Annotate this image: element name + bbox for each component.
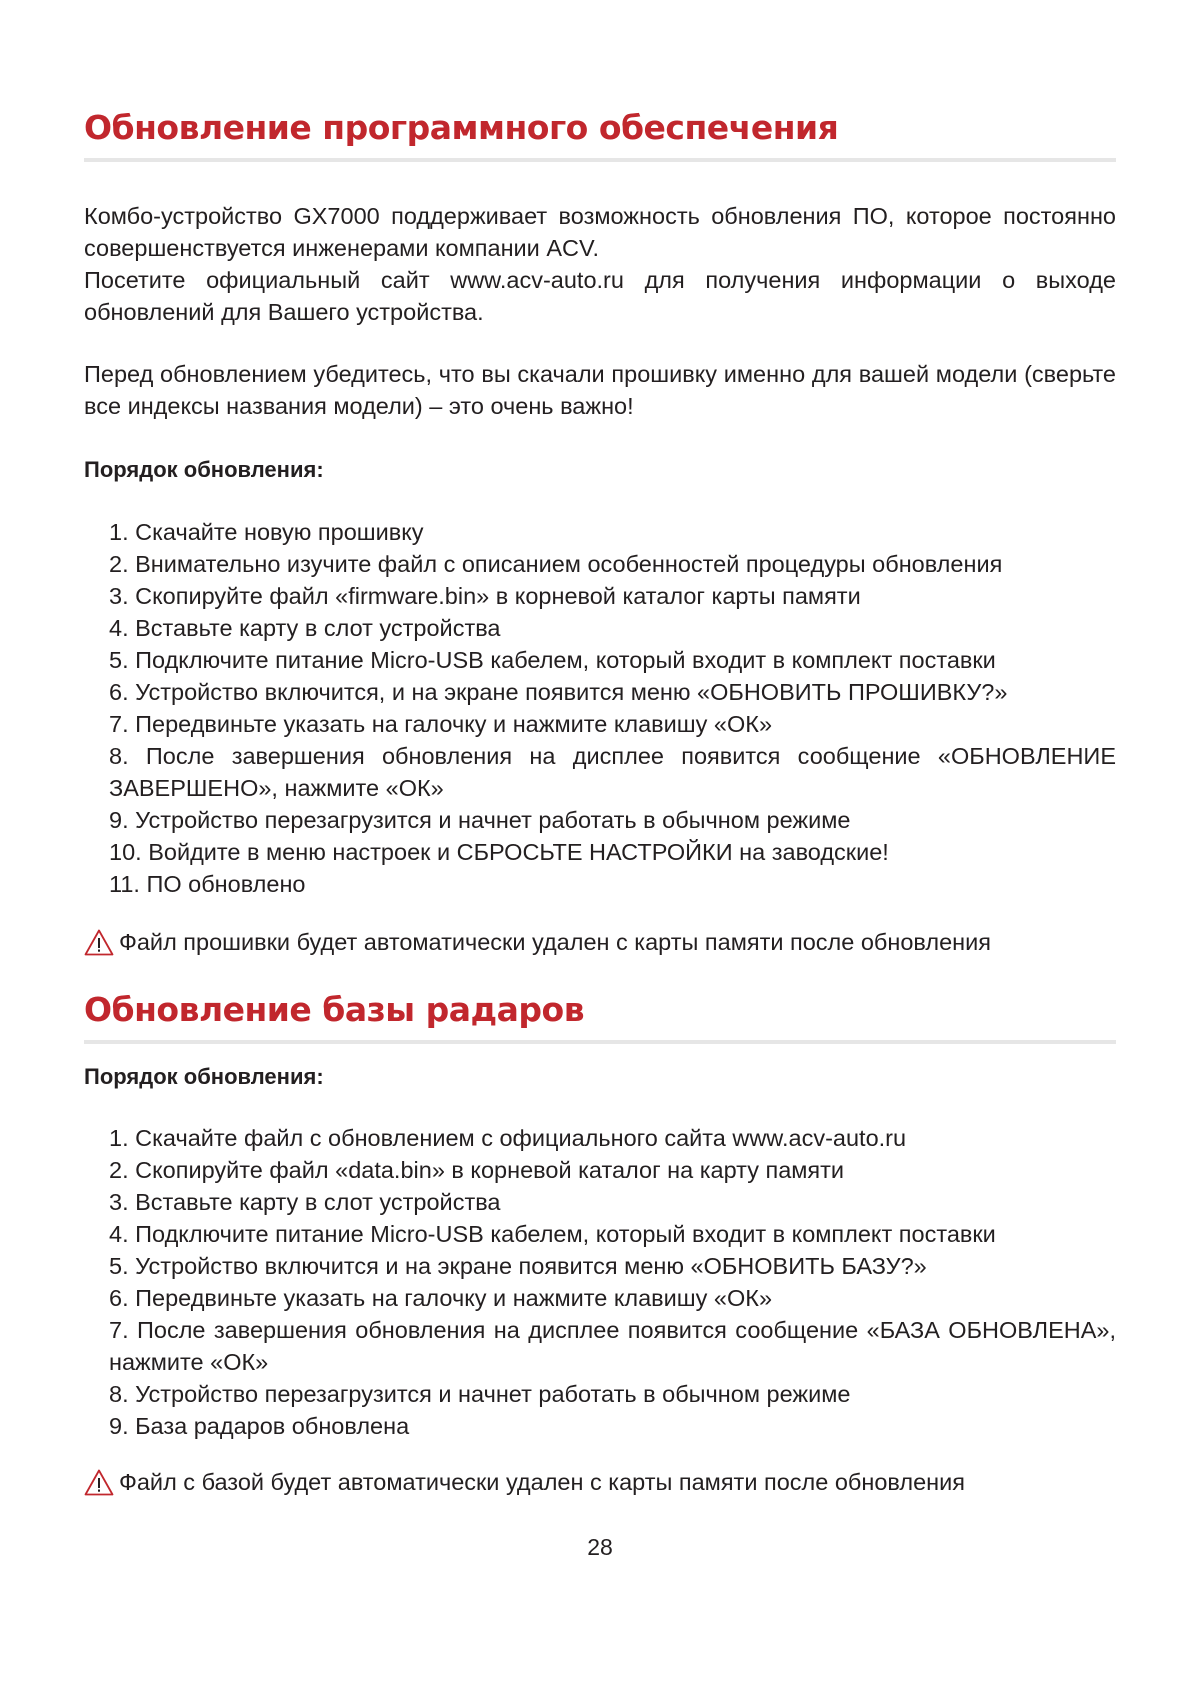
list-item: 6. Устройство включится, и на экране появится меню «ОБНОВИТЬ ПРОШИВКУ?» (109, 679, 1008, 705)
firmware-steps-list (109, 516, 1116, 900)
section-title-radar-update: Обновление базы радаров (84, 990, 585, 1029)
list-item: 4. Подключите питание Micro-USB кабелем, который входит в комплект поставки (109, 1221, 996, 1247)
warning-triangle-icon (84, 1469, 114, 1496)
list-item: 1. Скачайте новую прошивку (109, 519, 424, 545)
order-heading-radar: Порядок обновления: (84, 1064, 324, 1089)
list-item: 10. Войдите в меню настроек и СБРОСЬТЕ НАСТРОЙКИ на заводские! (109, 839, 889, 865)
radar-steps-list (109, 1122, 1116, 1442)
intro-paragraph-device: Комбо-устройство GX7000 поддерживает возможность обновления ПО, которое постоянно совершенствуется инженерами компании ACV. (84, 203, 1116, 261)
list-item: 8. После завершения обновления на дисплее появится сообщение «ОБНОВЛЕНИЕ ЗАВЕРШЕНО», нажмите «ОК» (109, 743, 1116, 801)
list-item: 2. Скопируйте файл «data.bin» в корневой каталог на карту памяти (109, 1157, 845, 1183)
list-item: 5. Подключите питание Micro-USB кабелем, который входит в комплект поставки (109, 647, 996, 673)
firmware-warning-note (84, 926, 991, 958)
list-item: 6. Передвиньте указать на галочку и нажмите клавишу «ОК» (109, 1285, 773, 1311)
radar-warning-note (84, 1466, 965, 1498)
title-underline (84, 158, 1116, 162)
order-heading-firmware: Порядок обновления: (84, 457, 324, 482)
list-item: 1. Скачайте файл с обновлением с официального сайта www.acv-auto.ru (109, 1125, 907, 1151)
warning-text: Файл с базой будет автоматически удален с карты памяти после обновления (119, 1469, 965, 1495)
list-item: 2. Внимательно изучите файл с описанием особенностей процедуры обновления (109, 551, 1003, 577)
list-item: 3. Вставьте карту в слот устройства (109, 1189, 501, 1215)
warning-text: Файл прошивки будет автоматически удален с карты памяти после обновления (119, 929, 991, 955)
title-underline (84, 1040, 1116, 1044)
page-number: 28 (587, 1534, 613, 1560)
list-item: 9. Устройство перезагрузится и начнет работать в обычном режиме (109, 807, 851, 833)
list-item: 5. Устройство включится и на экране появится меню «ОБНОВИТЬ БАЗУ?» (109, 1253, 927, 1279)
list-item: 3. Скопируйте файл «firmware.bin» в корневой каталог карты памяти (109, 583, 861, 609)
list-item: 9. База радаров обновлена (109, 1413, 410, 1439)
list-item: 8. Устройство перезагрузится и начнет работать в обычном режиме (109, 1381, 851, 1407)
intro-paragraph-warning-model: Перед обновлением убедитесь, что вы скачали прошивку именно для вашей модели (сверьте все индексы названия модели) – это очень важно! (84, 361, 1116, 419)
manual-page (84, 0, 1116, 1684)
intro-paragraph-website: Посетите официальный сайт www.acv-auto.ru для получения информации о выходе обновлений для Вашего устройства. (84, 267, 1116, 325)
list-item: 7. Передвиньте указать на галочку и нажмите клавишу «ОК» (109, 711, 773, 737)
list-item: 4. Вставьте карту в слот устройства (109, 615, 501, 641)
list-item: 7. После завершения обновления на дисплее появится сообщение «БАЗА ОБНОВЛЕНА», нажмите «ОК» (109, 1317, 1116, 1375)
section-title-firmware-update: Обновление программного обеспечения (84, 108, 839, 147)
list-item: 11. ПО обновлено (109, 871, 306, 897)
warning-triangle-icon (84, 929, 114, 956)
